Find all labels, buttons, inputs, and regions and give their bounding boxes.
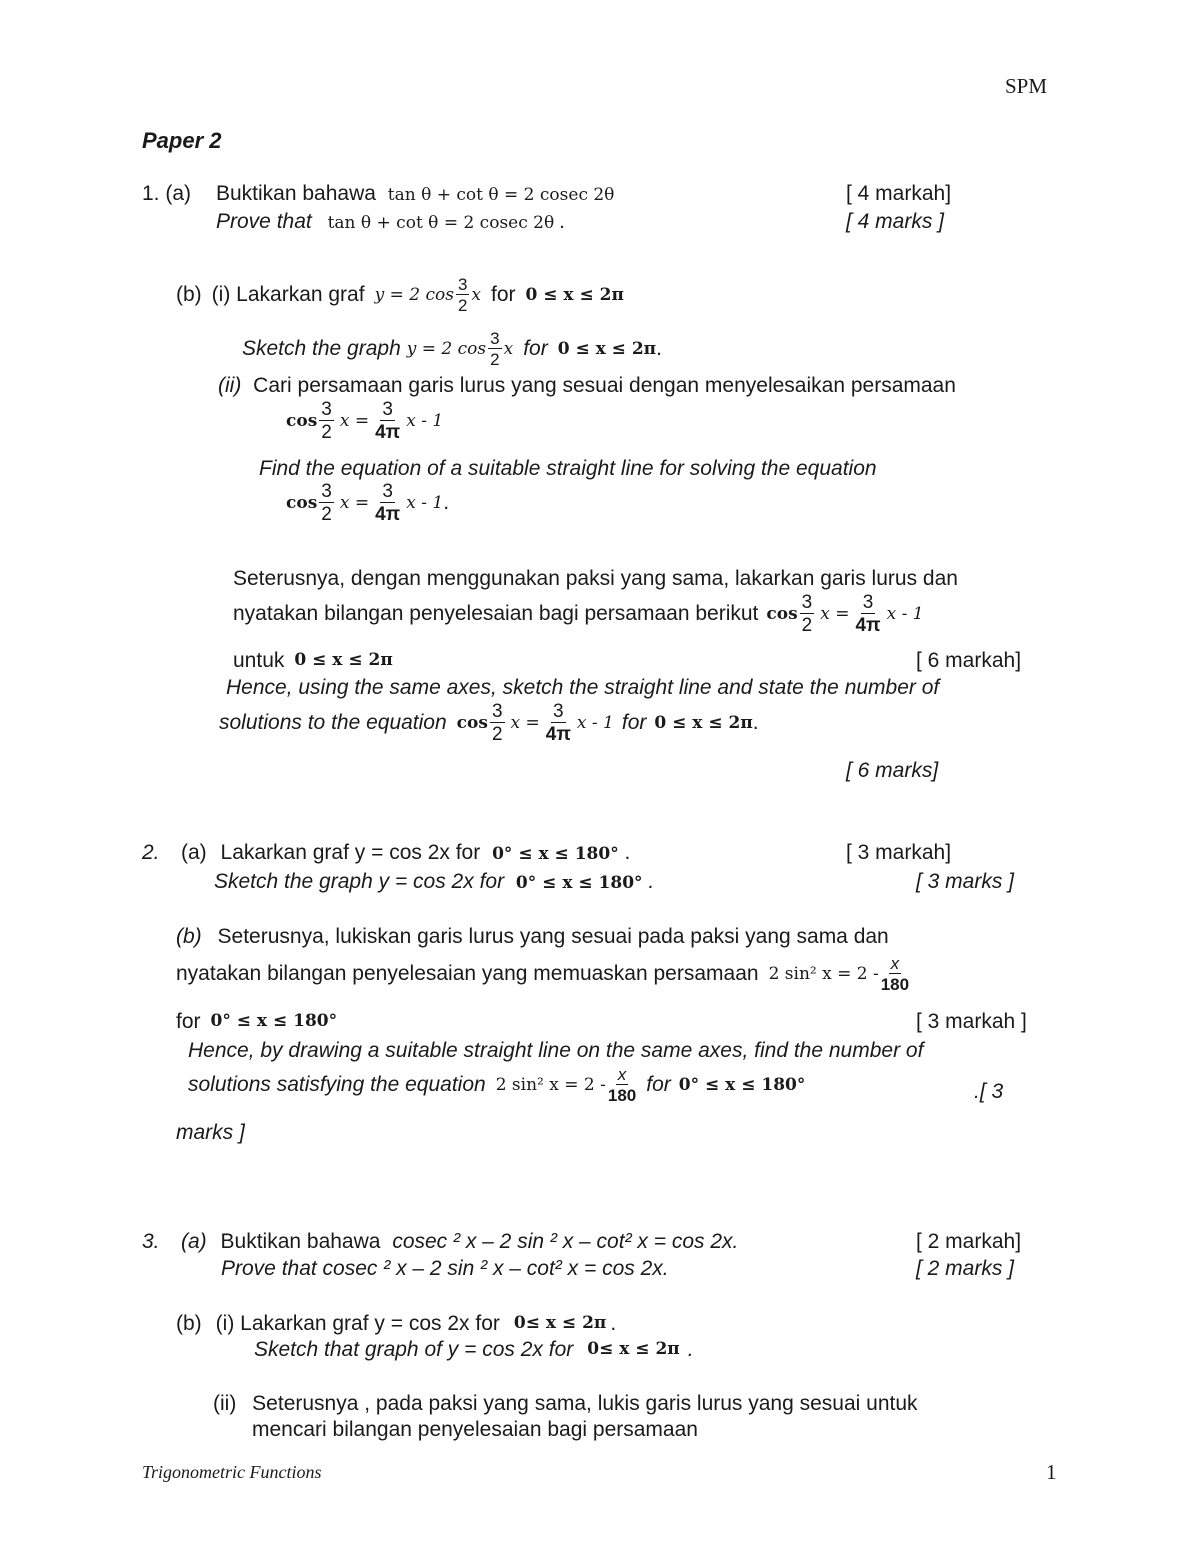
q3-bii-ms-line-2: mencari bilangan penyelesaian bagi persamaan — [252, 1418, 698, 1441]
q3-number: 3. — [142, 1230, 160, 1253]
q2-b-ms-marks: [ 3 markah ] — [916, 1010, 1027, 1033]
q1-a-en-marks: [ 4 marks ] — [846, 210, 945, 233]
q1-bi-ms-line: (b) (i) Lakarkan graf y = 2 cos $\frac{3}{2}$ x for 0 ≤ x ≤ 2π — [176, 275, 624, 315]
q1-hence-ms-line-1: Seterusnya, dengan menggunakan paksi yang sama, lakarkan garis lurus dan — [233, 567, 958, 590]
q1-hence-ms-line-3: untuk 0 ≤ x ≤ 2π — [233, 649, 393, 672]
q1-a-equation: tan θ + cot θ = 2 cosec 2θ — [387, 185, 615, 205]
q1-hence-ms-line-2: nyatakan bilangan penyelesaian bagi persamaan berikut cos $\frac{3}{2}$ x = $\frac{3}{4\pi}$ x - 1 — [233, 592, 924, 636]
q1-hence-ms-marks: [ 6 markah] — [916, 649, 1022, 672]
q1-bii-ms-line: (ii) Cari persamaan garis lurus yang sesuai dengan menyelesaikan persamaan — [218, 374, 956, 397]
footer-page-number: 1 — [1046, 1460, 1057, 1484]
q1-bii-en-line: Find the equation of a suitable straight line for solving the equation — [259, 457, 877, 480]
fraction-3-over-2: $\frac{3}{2}$ — [457, 275, 468, 315]
q1-a-number: 1. (a) — [142, 182, 192, 205]
q1-hence-en-line-2: solutions to the equation cos $\frac{3}{2}$ x = $\frac{3}{4\pi}$ x - 1 for 0 ≤ x ≤ 2π . — [219, 701, 759, 745]
q1-bi-en-line: Sketch the graph y = 2 cos $\frac{3}{2}$ x for 0 ≤ x ≤ 2π . — [242, 329, 662, 369]
q2-a-en-marks: [ 3 marks ] — [916, 870, 1015, 893]
q1-a-ms-text: Buktikan bahawa tan θ + cot θ = 2 cosec 2θ — [216, 182, 615, 205]
q2-b-ms-line-3: for 0° ≤ x ≤ 180° — [176, 1010, 338, 1033]
q1-bii-equation-2: cos $\frac{3}{2}$ x = $\frac{3}{4\pi}$ x - 1 . — [286, 481, 450, 525]
q3-a-en-line: Prove that cosec ² x – 2 sin ² x – cot² x = cos 2x. — [221, 1257, 669, 1280]
q2-b-en-line-1: Hence, by drawing a suitable straight line on the same axes, find the number of — [188, 1039, 924, 1062]
q1-hence-en-marks: [ 6 marks] — [846, 759, 939, 782]
q2-b-ms-line-2: nyatakan bilangan penyelesaian yang memuaskan persamaan 2 sin² x = 2 - $\frac{x}{180}$ — [176, 954, 910, 994]
q2-b-en-marks-1: .[ 3 — [974, 1080, 1004, 1103]
footer-subject: Trigonometric Functions — [142, 1462, 322, 1482]
q3-bi-en-line: Sketch that graph of y = cos 2x for 0≤ x ≤ 2π . — [254, 1338, 694, 1361]
q1-hence-en-line-1: Hence, using the same axes, sketch the straight line and state the number of — [226, 676, 940, 699]
q3-a-en-marks: [ 2 marks ] — [916, 1257, 1015, 1280]
q3-bii-ms-line-1: (ii) Seterusnya , pada paksi yang sama, lukis garis lurus yang sesuai untuk — [213, 1392, 918, 1415]
q2-a-ms-line: (a) Lakarkan graf y = cos 2x for 0° ≤ x ≤ 180° . — [181, 841, 631, 864]
q3-a-ms-line: (a) Buktikan bahawa cosec ² x – 2 sin ² x – cot² x = cos 2x. — [181, 1230, 739, 1253]
q2-b-en-line-2: solutions satisfying the equation 2 sin² x = 2 - $\frac{x}{180}$ for 0° ≤ x ≤ 180° — [188, 1065, 806, 1105]
paper-title: Paper 2 — [142, 128, 222, 153]
q1-a-en-text: Prove that tan θ + cot θ = 2 cosec 2θ . — [216, 210, 566, 233]
header-label: SPM — [1005, 74, 1048, 98]
q2-b-ms-line-1: (b) Seterusnya, lukiskan garis lurus yang sesuai pada paksi yang sama dan — [176, 925, 889, 948]
q3-a-ms-marks: [ 2 markah] — [916, 1230, 1022, 1253]
q1-a-ms-marks: [ 4 markah] — [846, 182, 952, 205]
q1-bii-equation-1: cos $\frac{3}{2}$ x = $\frac{3}{4\pi}$ x - 1 — [286, 399, 444, 443]
q2-a-en-line: Sketch the graph y = cos 2x for 0° ≤ x ≤ 180° . — [214, 870, 655, 893]
q2-a-ms-marks: [ 3 markah] — [846, 841, 952, 864]
q2-b-en-marks-2: marks ] — [176, 1121, 245, 1144]
q3-bi-ms-line: (b) (i) Lakarkan graf y = cos 2x for 0≤ x ≤ 2π . — [176, 1312, 617, 1335]
q2-number: 2. — [142, 841, 160, 864]
